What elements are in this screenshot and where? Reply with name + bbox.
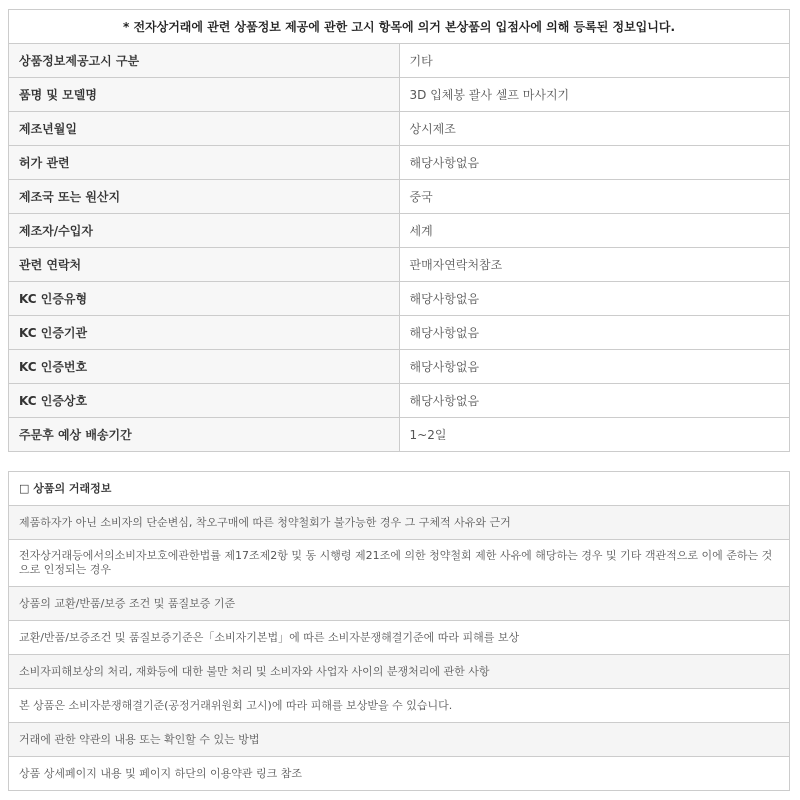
row-label: 주문후 예상 배송기간	[9, 418, 400, 452]
trade-answer: 교환/반품/보증조건 및 품질보증기준은「소비자기본법」에 따른 소비자분쟁해결기준에 따라 피해를 보상	[9, 621, 790, 655]
row-label: 제조국 또는 원산지	[9, 180, 400, 214]
row-value: 해당사항없음	[399, 146, 790, 180]
section-title: □ 상품의 거래정보	[9, 472, 790, 506]
table-row	[9, 350, 790, 384]
notice-row	[9, 10, 790, 44]
row-label: 품명 및 모델명	[9, 78, 400, 112]
trade-info-title-row	[9, 472, 790, 506]
row-label: KC 인증유형	[9, 282, 400, 316]
row-value: 해당사항없음	[399, 316, 790, 350]
row-value: 세계	[399, 214, 790, 248]
row-value: 3D 입체봉 괄사 셀프 마사지기	[399, 78, 790, 112]
row-label: 상품정보제공고시 구분	[9, 44, 400, 78]
table-row	[9, 316, 790, 350]
trade-info-row	[9, 689, 790, 723]
row-label: KC 인증번호	[9, 350, 400, 384]
table-row	[9, 78, 790, 112]
trade-info-row	[9, 587, 790, 621]
trade-info-row	[9, 506, 790, 540]
trade-info-row	[9, 540, 790, 587]
row-label: 제조자/수입자	[9, 214, 400, 248]
row-value: 1~2일	[399, 418, 790, 452]
trade-info-table	[8, 471, 790, 791]
trade-question: 제품하자가 아닌 소비자의 단순변심, 착오구매에 따른 청약철회가 불가능한 경우 그 구체적 사유와 근거	[9, 506, 790, 540]
table-row	[9, 384, 790, 418]
row-value: 해당사항없음	[399, 350, 790, 384]
table-row	[9, 44, 790, 78]
trade-info-row	[9, 655, 790, 689]
trade-info-row	[9, 621, 790, 655]
notice-text: * 전자상거래에 관련 상품정보 제공에 관한 고시 항목에 의거 본상품의 입점사에 의해 등록된 정보입니다.	[9, 10, 790, 44]
table-row	[9, 418, 790, 452]
row-label: KC 인증상호	[9, 384, 400, 418]
row-value: 기타	[399, 44, 790, 78]
trade-question: 상품의 교환/반품/보증 조건 및 품질보증 기준	[9, 587, 790, 621]
row-label: 허가 관련	[9, 146, 400, 180]
trade-question: 소비자피해보상의 처리, 재화등에 대한 불만 처리 및 소비자와 사업자 사이의 분쟁처리에 관한 사항	[9, 655, 790, 689]
row-value: 상시제조	[399, 112, 790, 146]
trade-answer: 본 상품은 소비자분쟁해결기준(공정거래위원회 고시)에 따라 피해를 보상받을 수 있습니다.	[9, 689, 790, 723]
row-label: 관련 연락처	[9, 248, 400, 282]
row-value: 판매자연락처참조	[399, 248, 790, 282]
trade-answer: 상품 상세페이지 내용 및 페이지 하단의 이용약관 링크 참조	[9, 757, 790, 791]
row-label: KC 인증기관	[9, 316, 400, 350]
row-value: 중국	[399, 180, 790, 214]
trade-info-row	[9, 723, 790, 757]
table-row	[9, 248, 790, 282]
row-value: 해당사항없음	[399, 282, 790, 316]
trade-info-row	[9, 757, 790, 791]
row-label: 제조년월일	[9, 112, 400, 146]
trade-answer: 전자상거래등에서의소비자보호에관한법률 제17조제2항 및 동 시행령 제21조에 의한 청약철회 제한 사유에 해당하는 경우 및 기타 객관적으로 이에 준하는 것으로 인정되는 경우	[9, 540, 790, 587]
row-value: 해당사항없음	[399, 384, 790, 418]
table-row	[9, 214, 790, 248]
product-info-table	[8, 9, 790, 452]
table-row	[9, 180, 790, 214]
table-row	[9, 146, 790, 180]
table-row	[9, 282, 790, 316]
trade-question: 거래에 관한 약관의 내용 또는 확인할 수 있는 방법	[9, 723, 790, 757]
table-row	[9, 112, 790, 146]
